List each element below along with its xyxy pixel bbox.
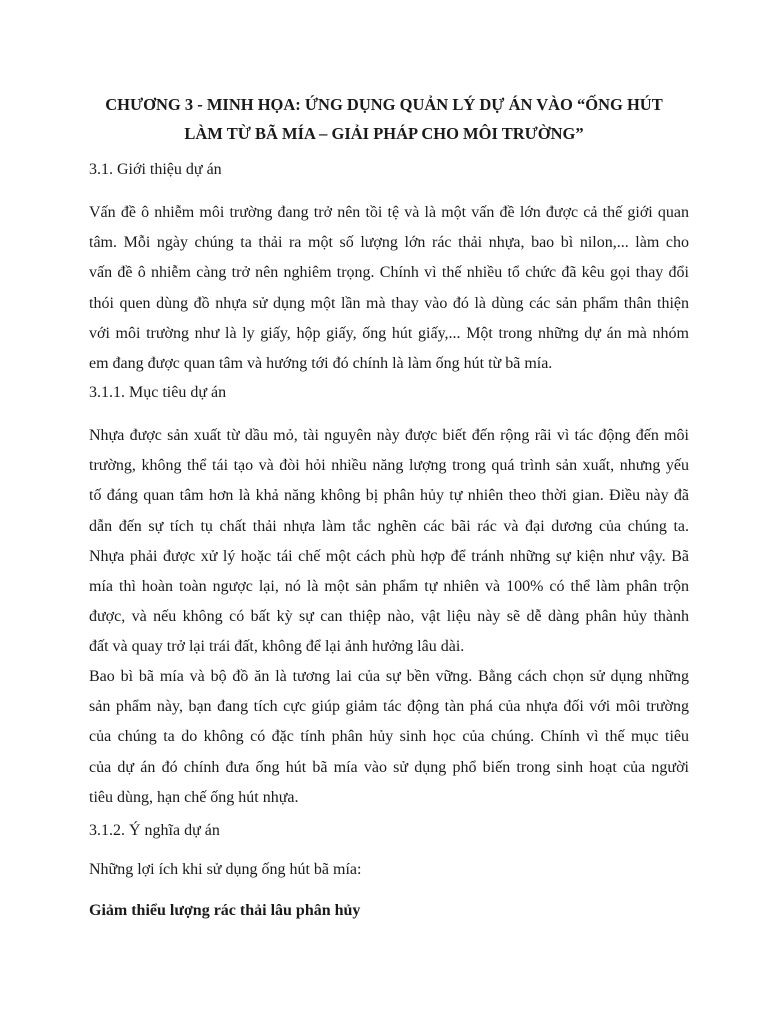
paragraph-line: mía thì hoàn toàn ngược lại, nó là một sản phẩm tự nhiên và 100% có thể làm phân trộn: [89, 578, 689, 596]
paragraph-line: em đang được quan tâm và hướng tới đó chính là làm ống hút từ bã mía.: [89, 355, 553, 373]
section-3-1-paragraph: [89, 198, 689, 379]
section-3-1-1-paragraph-2: [89, 662, 689, 813]
paragraph-line: dẫn đến sự tích tụ chất thải nhựa làm tắc nghẽn các bãi rác và đại dương của chúng ta.: [89, 517, 689, 535]
chapter-title-line-1: CHƯƠNG 3 - MINH HỌA: ỨNG DỤNG QUẢN LÝ DỰ ÁN VÀO “ỐNG HÚT: [105, 95, 663, 114]
paragraph-line: được, và nếu không có bất kỳ sự can thiệp nào, vật liệu này sẽ dễ dàng phân hủy thành: [89, 608, 689, 626]
paragraph-line: tiêu dùng, hạn chế ống hút nhựa.: [89, 788, 299, 806]
chapter-title: [80, 90, 688, 148]
paragraph-line: Bao bì bã mía và bộ đồ ăn là tương lai của sự bền vững. Bằng cách chọn sử dụng những: [89, 668, 689, 685]
section-3-1-1-paragraph-1: [89, 421, 689, 663]
section-3-1-2-heading: 3.1.2. Ý nghĩa dự án: [89, 822, 220, 839]
paragraph-line: sản phẩm này, bạn đang tích cực giúp giảm tác động tàn phá của nhựa đối với môi trường: [89, 698, 689, 716]
paragraph-line: trường, không thể tái tạo và đòi hỏi nhiều năng lượng trong quá trình sản xuất, nhưng yếu: [89, 457, 689, 475]
paragraph-line: với môi trường như là ly giấy, hộp giấy, ống hút giấy,... Một trong những dự án mà nhóm: [89, 324, 689, 342]
paragraph-line: tố đáng quan tâm hơn là khả năng không bị phân hủy tự nhiên theo thời gian. Điều này đã: [89, 487, 689, 505]
section-3-1-heading: 3.1. Giới thiệu dự án: [89, 161, 222, 178]
paragraph-line: Vấn đề ô nhiễm môi trường đang trở nên tồi tệ và là một vấn đề lớn được cả thế giới quan: [89, 204, 689, 221]
paragraph-line: của dự án đó chính đưa ống hút bã mía vào sử dụng phổ biến trong sinh hoạt của người: [89, 758, 689, 776]
paragraph-line: của chúng ta do không có đặc tính phân hủy sinh học của chúng. Chính vì thế mục tiêu: [89, 728, 689, 746]
paragraph-line: thói quen dùng đồ nhựa sử dụng một lần mà thay vào đó là dùng các sản phẩm thân thiện: [89, 294, 689, 312]
bold-subheading: Giảm thiểu lượng rác thải lâu phân hủy: [89, 902, 361, 919]
paragraph-line: đất và quay trở lại trái đất, không để lại ảnh hưởng lâu dài.: [89, 638, 465, 656]
paragraph-line: vấn đề ô nhiễm càng trở nên nghiêm trọng. Chính vì thế nhiều tổ chức đã kêu gọi thay đổi: [89, 264, 689, 282]
section-3-1-2-intro: Những lợi ích khi sử dụng ống hút bã mía:: [89, 861, 362, 878]
paragraph-line: Nhựa phải được xử lý hoặc tái chế một cách phù hợp để tránh những sự kiện như vậy. Bã: [89, 547, 689, 565]
paragraph-line: tâm. Mỗi ngày chúng ta thải ra một số lượng lớn rác thải nhựa, bao bì nilon,... làm cho: [89, 234, 689, 252]
chapter-title-line-2: LÀM TỪ BÃ MÍA – GIẢI PHÁP CHO MÔI TRƯỜNG”: [184, 124, 584, 143]
paragraph-line: Nhựa được sản xuất từ dầu mỏ, tài nguyên này được biết đến rộng rãi vì tác động đến môi: [89, 427, 689, 444]
section-3-1-1-heading: 3.1.1. Mục tiêu dự án: [89, 384, 227, 401]
